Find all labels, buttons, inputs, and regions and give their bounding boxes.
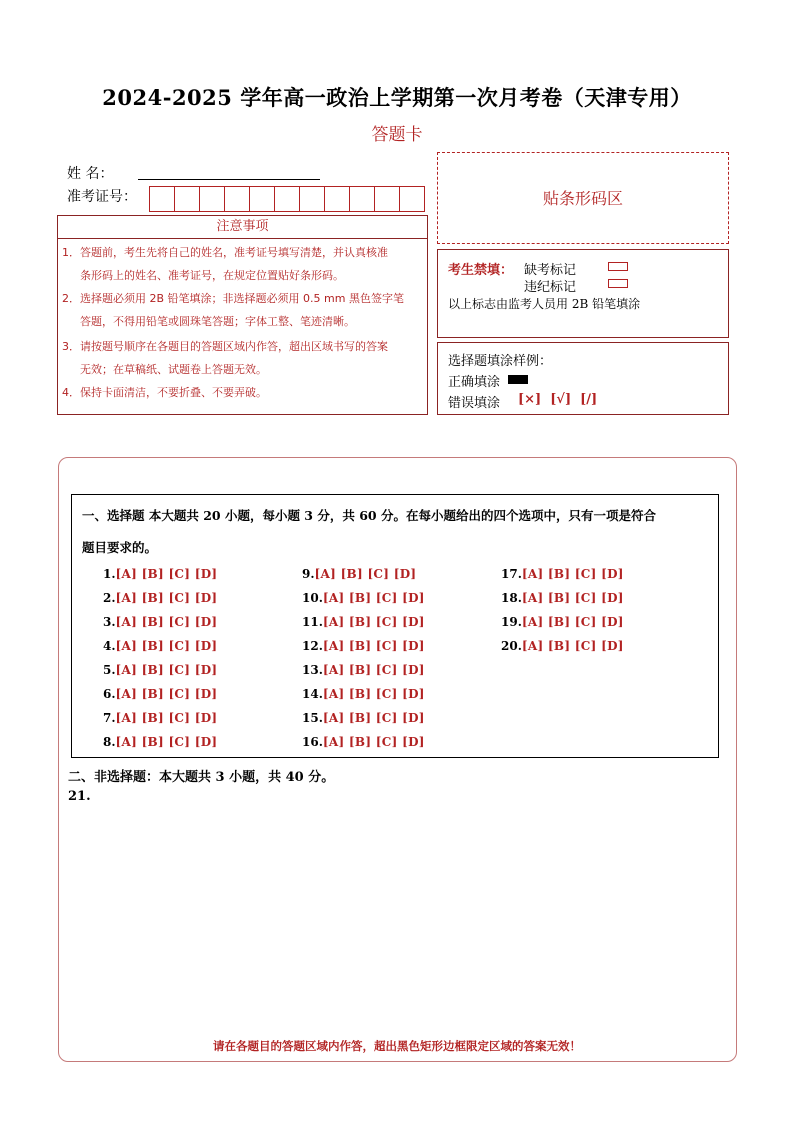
answer-options[interactable]: [A] [B] [C] [D] xyxy=(115,591,218,605)
notice-panel xyxy=(57,215,428,415)
notice-item xyxy=(62,335,424,381)
question-21-label: 21. xyxy=(68,789,91,804)
page-subtitle: 答题卡 xyxy=(371,125,423,145)
correct-fill-label: 正确填涂 xyxy=(448,375,501,390)
question-number: 1. xyxy=(103,567,116,581)
question-row[interactable] xyxy=(501,567,624,581)
question-row[interactable] xyxy=(103,615,217,629)
fill-sample-panel xyxy=(437,342,729,415)
forbidden-note: 以上标志由监考人员用 2B 铅笔填涂 xyxy=(448,297,641,311)
answer-options[interactable]: [A] [B] [C] [D] xyxy=(115,735,218,749)
notice-item xyxy=(62,381,424,404)
question-number: 5. xyxy=(103,663,116,677)
notice-item xyxy=(62,241,424,287)
exam-id-digit-box[interactable] xyxy=(324,186,350,212)
notice-line: 答题，不得用铅笔或圆珠笔答题；字体工整、笔迹清晰。 xyxy=(80,315,355,328)
question-row[interactable] xyxy=(103,687,217,701)
question-number: 20. xyxy=(501,639,522,653)
violation-mark-box[interactable] xyxy=(608,279,628,288)
notice-line: 1．答题前，考生先将自己的姓名，准考证号填写清楚，并认真核准 xyxy=(62,246,388,259)
question-row[interactable] xyxy=(302,591,425,605)
question-row[interactable] xyxy=(302,711,425,725)
question-row[interactable] xyxy=(103,639,217,653)
answer-options[interactable]: [A] [B] [C] [D] xyxy=(521,615,624,629)
mc-instructions-line2: 题目要求的。 xyxy=(82,540,158,555)
question-number: 14. xyxy=(302,687,323,701)
notice-line: 无效；在草稿纸、试题卷上答题无效。 xyxy=(80,363,267,376)
question-number: 3. xyxy=(103,615,116,629)
question-number: 12. xyxy=(302,639,323,653)
notice-item xyxy=(62,287,424,333)
question-row[interactable] xyxy=(501,639,624,653)
name-field[interactable] xyxy=(138,178,320,180)
question-number: 17. xyxy=(501,567,522,581)
exam-id-digit-box[interactable] xyxy=(299,186,325,212)
question-row[interactable] xyxy=(103,711,217,725)
question-number: 9. xyxy=(302,567,315,581)
answer-options[interactable]: [A] [B] [C] [D] xyxy=(322,615,425,629)
exam-id-digit-box[interactable] xyxy=(199,186,225,212)
question-row[interactable] xyxy=(302,567,416,581)
answer-options[interactable]: [A] [B] [C] [D] xyxy=(521,591,624,605)
answer-options[interactable]: [A] [B] [C] [D] xyxy=(322,687,425,701)
answer-options[interactable]: [A] [B] [C] [D] xyxy=(521,639,624,653)
barcode-label: 贴条形码区 xyxy=(542,189,623,208)
question-row[interactable] xyxy=(103,735,217,749)
answer-options[interactable]: [A] [B] [C] [D] xyxy=(115,615,218,629)
question-row[interactable] xyxy=(501,591,624,605)
answer-options[interactable]: [A] [B] [C] [D] xyxy=(521,567,624,581)
question-number: 16. xyxy=(302,735,323,749)
question-number: 11. xyxy=(302,615,323,629)
absent-mark-box[interactable] xyxy=(608,262,628,271)
answer-options[interactable]: [A] [B] [C] [D] xyxy=(322,735,425,749)
notice-line: 3．请按题号顺序在各题目的答题区域内作答，超出区域书写的答案 xyxy=(62,340,388,353)
question-row[interactable] xyxy=(302,639,425,653)
answer-options[interactable]: [A] [B] [C] [D] xyxy=(115,663,218,677)
examinee-forbidden-panel xyxy=(437,249,729,338)
question-number: 18. xyxy=(501,591,522,605)
mc-instructions-line1: 一、选择题 本大题共 20 小题，每小题 3 分，共 60 分。在每小题给出的四个选项中，只有一项是符合 xyxy=(82,508,656,523)
question-21-answer-area[interactable] xyxy=(72,810,722,1030)
multiple-choice-section xyxy=(71,494,719,758)
exam-id-digit-box[interactable] xyxy=(224,186,250,212)
exam-id-boxes[interactable] xyxy=(150,186,425,212)
question-number: 2. xyxy=(103,591,116,605)
absent-mark-label: 缺考标记 xyxy=(524,263,577,278)
exam-id-digit-box[interactable] xyxy=(249,186,275,212)
question-number: 10. xyxy=(302,591,323,605)
question-number: 15. xyxy=(302,711,323,725)
answer-options[interactable]: [A] [B] [C] [D] xyxy=(115,567,218,581)
exam-id-digit-box[interactable] xyxy=(149,186,175,212)
question-row[interactable] xyxy=(501,615,624,629)
notice-heading: 注意事项 xyxy=(58,216,427,239)
exam-id-digit-box[interactable] xyxy=(399,186,425,212)
answer-options[interactable]: [A] [B] [C] [D] xyxy=(322,639,425,653)
question-row[interactable] xyxy=(103,663,217,677)
question-number: 8. xyxy=(103,735,116,749)
correct-fill-sample xyxy=(508,375,528,384)
exam-id-digit-box[interactable] xyxy=(349,186,375,212)
sample-heading: 选择题填涂样例： xyxy=(448,354,553,369)
question-row[interactable] xyxy=(302,687,425,701)
answer-options[interactable]: [A] [B] [C] [D] xyxy=(314,567,417,581)
notice-line: 4．保持卡面清洁，不要折叠、不要弄破。 xyxy=(62,386,267,399)
notice-line: 条形码上的姓名、准考证号，在规定位置贴好条形码。 xyxy=(80,269,344,282)
barcode-area[interactable] xyxy=(437,152,729,244)
answer-options[interactable]: [A] [B] [C] [D] xyxy=(115,687,218,701)
question-row[interactable] xyxy=(302,663,425,677)
question-row[interactable] xyxy=(103,591,217,605)
answer-options[interactable]: [A] [B] [C] [D] xyxy=(115,711,218,725)
notice-line: 2．选择题必须用 2B 铅笔填涂；非选择题必须用 0.5 mm 黑色签字笔 xyxy=(62,292,404,305)
question-number: 7. xyxy=(103,711,116,725)
wrong-fill-label: 错误填涂 xyxy=(448,396,501,411)
exam-id-label: 准考证号： xyxy=(67,189,137,205)
violation-mark-label: 违纪标记 xyxy=(524,280,577,295)
question-number: 13. xyxy=(302,663,323,677)
question-row[interactable] xyxy=(302,615,425,629)
answer-options[interactable]: [A] [B] [C] [D] xyxy=(115,639,218,653)
forbidden-heading: 考生禁填： xyxy=(448,263,514,278)
name-label: 姓 名： xyxy=(67,166,114,182)
page-title: 2024-2025 学年高一政治上学期第一次月考卷（天津专用） xyxy=(102,85,692,110)
non-mc-heading: 二、非选择题：本大题共 3 小题，共 40 分。 xyxy=(68,770,335,785)
exam-id-digit-box[interactable] xyxy=(174,186,200,212)
question-row[interactable] xyxy=(103,567,217,581)
question-number: 19. xyxy=(501,615,522,629)
exam-id-digit-box[interactable] xyxy=(374,186,400,212)
exam-id-digit-box[interactable] xyxy=(274,186,300,212)
footer-warning: 请在各题目的答题区域内作答，超出黑色矩形边框限定区域的答案无效！ xyxy=(213,1039,581,1053)
question-number: 6. xyxy=(103,687,116,701)
answer-options[interactable]: [A] [B] [C] [D] xyxy=(322,591,425,605)
wrong-fill-samples: [×] [√] [/] xyxy=(518,392,598,407)
answer-options[interactable]: [A] [B] [C] [D] xyxy=(322,663,425,677)
question-row[interactable] xyxy=(302,735,425,749)
answer-options[interactable]: [A] [B] [C] [D] xyxy=(322,711,425,725)
question-number: 4. xyxy=(103,639,116,653)
